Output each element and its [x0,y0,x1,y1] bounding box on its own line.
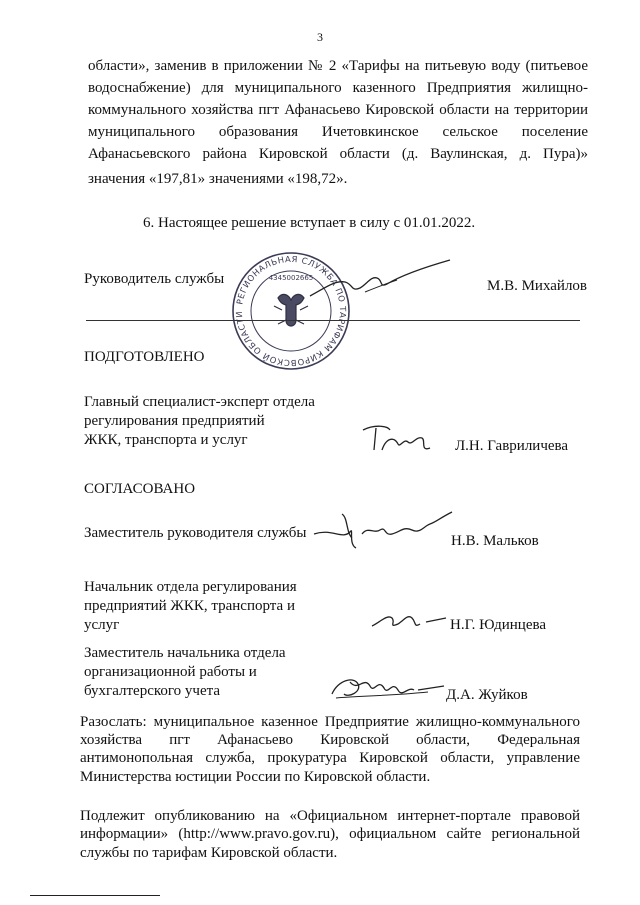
item-6: 6. Настоящее решение вступает в силу с 01.01.2022. [143,215,476,231]
separator-line [86,320,580,321]
position-line: ЖКК, транспорта и услуг [84,432,248,448]
position-line: регулирования предприятий [84,413,265,429]
paragraph-line: Разослать: муниципальное казенное Предприятие жилищно-коммунального [80,714,580,730]
position-line: Заместитель начальника отдела [84,645,286,661]
position-line: услуг [84,617,120,633]
signer-3-name: Д.А. Жуйков [446,687,528,703]
head-position: Руководитель службы [84,271,225,287]
signer-2-signature [370,606,450,632]
signer-3-signature [328,668,448,708]
paragraph-line: значения «197,81» значениями «198,72». [88,171,348,187]
prepared-heading: ПОДГОТОВЛЕНО [84,349,205,365]
position-line: Заместитель руководителя службы [84,525,307,541]
head-name: М.В. Михайлов [487,278,588,294]
paragraph-line: области», заменив в приложении № 2 «Тарифы на питьевую воду (питьевое [88,58,588,74]
paragraph-line: Подлежит опубликованию на «Официальном интернет-портале правовой [80,808,580,824]
svg-text:РЕГИОНАЛЬНАЯ СЛУЖБА ПО ТАРИФАМ: РЕГИОНАЛЬНАЯ СЛУЖБА ПО ТАРИФАМ КИРОВСКОЙ ОБЛАСТИ [233,253,349,369]
signer-2-position [84,578,297,635]
signer-3-position [84,644,286,701]
position-line: Главный специалист-эксперт отдела [84,394,315,410]
footnote-separator [30,895,160,896]
paragraph-line: коммунального хозяйства пгт Афанасьево Кировской области на территории [88,102,588,118]
paragraph-line: Афанасьевского района Кировской области (д. Ваулинская, д. Пура)» [88,146,588,162]
prepared-position [84,393,315,450]
prepared-signature [360,420,440,456]
position-line: организационной работы и [84,664,257,680]
svg-text:4345002665: 4345002665 [268,274,314,282]
paragraph-line: информации» (http://www.pravo.gov.ru), официальном сайте региональной [80,826,580,842]
paragraph-line: хозяйства пгт Афанасьево Кировской области, Федеральная [80,732,580,748]
signer-1-signature [312,504,462,556]
position-line: Начальник отдела регулирования [84,579,297,595]
signer-1-position [84,524,306,543]
position-line: предприятий ЖКК, транспорта и [84,598,295,614]
paragraph-line: Министерства юстиции России по Кировской области. [80,769,431,785]
signer-1-name: Н.В. Мальков [451,533,539,549]
page-number: 3 [317,30,323,44]
prepared-name: Л.Н. Гавриличева [455,438,569,454]
head-signature [305,258,455,308]
agreed-heading: СОГЛАСОВАНО [84,481,196,497]
paragraph-line: антимонопольная служба, прокуратура Кировской области, управление [80,750,580,766]
paragraph-line: водоснабжение) для муниципального казенного Предприятия жилищно- [88,80,588,96]
position-line: бухгалтерского учета [84,683,221,699]
signer-2-name: Н.Г. Юдинцева [450,617,547,633]
paragraph-line: муниципального образования Ичетовкинское сельское поселение [88,124,588,140]
paragraph-line: службы по тарифам Кировской области. [80,845,338,861]
